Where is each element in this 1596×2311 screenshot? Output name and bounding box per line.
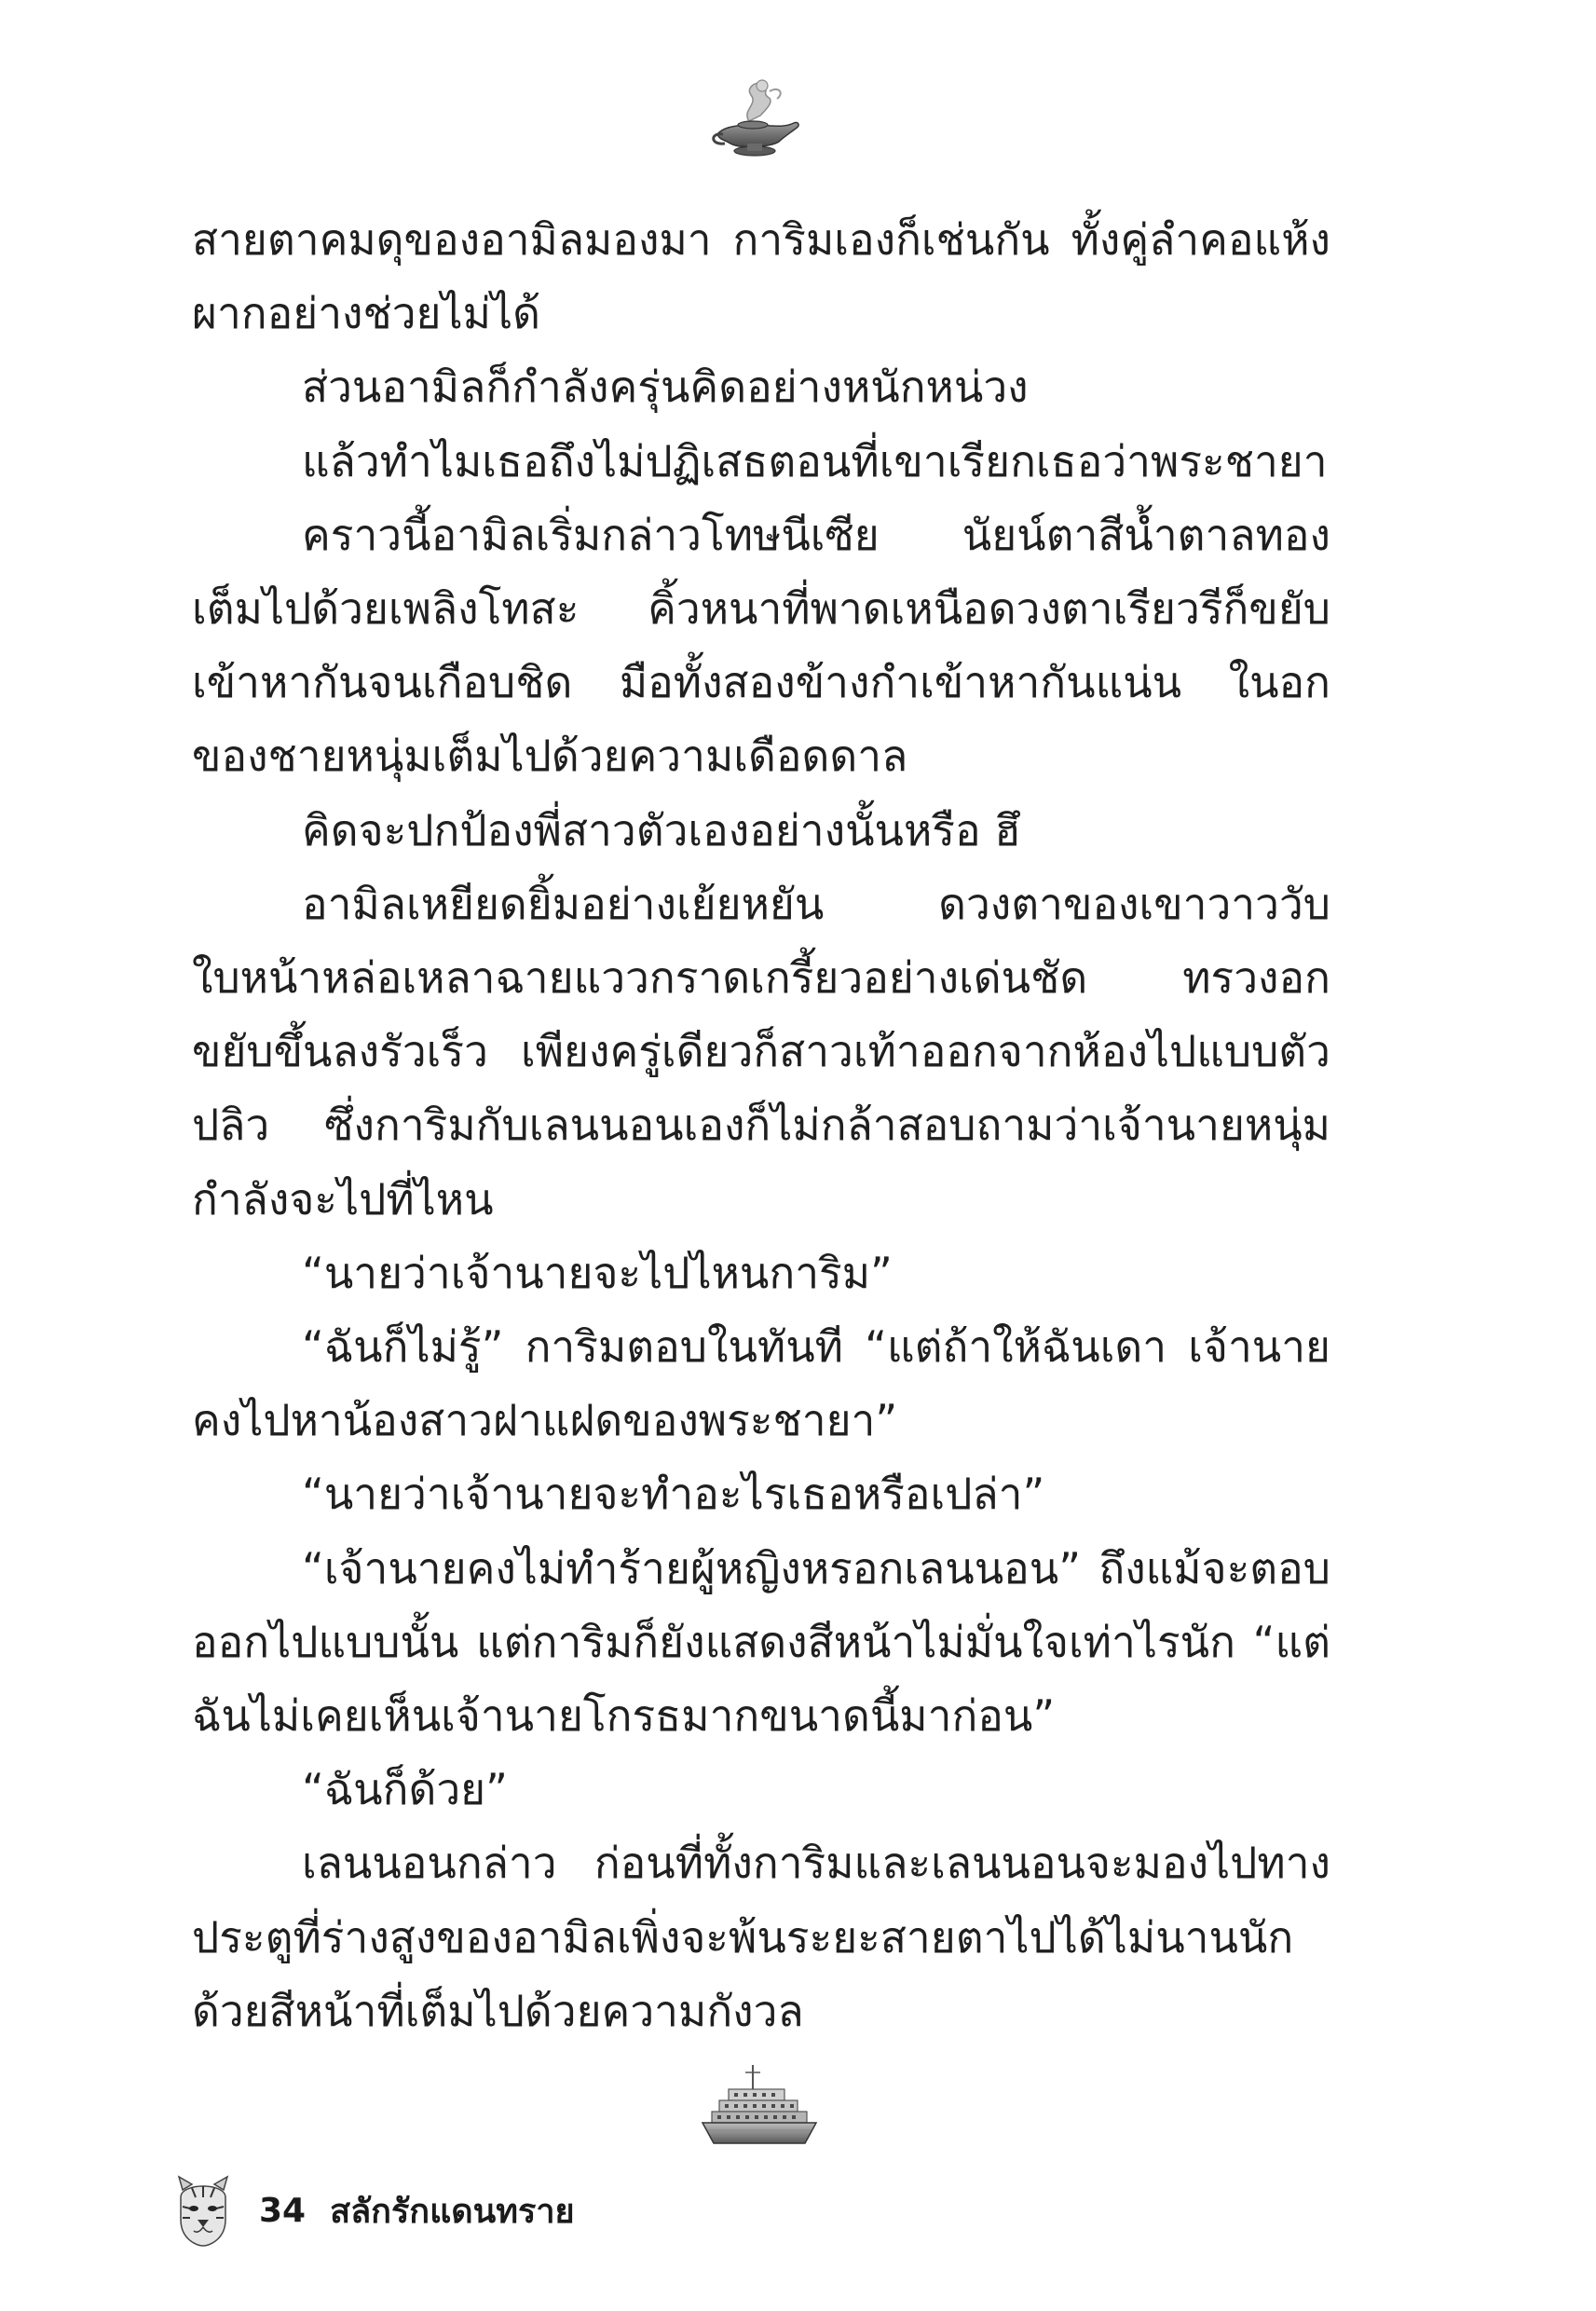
paragraph-3: แล้วทำไมเธอถึงไม่ปฏิเสธตอนที่เขาเรียกเธอว่าพระชายา (302, 435, 1328, 486)
ship-icon (701, 2061, 818, 2149)
body-text (192, 203, 1330, 2048)
paragraph-10: “เจ้านายคงไม่ทำร้ายผู้หญิงหรอกเลนนอน” ถึงแม้จะตอบออกไปแบบนั้น แต่การิมก็ยังแสดงสีหน้าไม่มั่นใจเท่าไรนัก “แต่ฉันไม่เคยเห็นเจ้านายโกรธมากขนาดนี้มาก่อน” (192, 1542, 1330, 1742)
paragraph-1: สายตาคมดุของอามิลมองมา การิมเองก็เช่นกัน ทั้งคู่ลำคอแห้งผากอย่างช่วยไม่ได้ (192, 214, 1330, 339)
paragraph-5: คิดจะปกป้องพี่สาวตัวเองอย่างนั้นหรือ ฮึ (302, 804, 1021, 855)
paragraph-4: คราวนี้อามิลเริ่มกล่าวโทษนีเซีย นัยน์ตาสีน้ำตาลทองเต็มไปด้วยเพลิงโทสะ คิ้วหนาที่พาดเหนือดวงตาเรียวรีก็ขยับเข้าหากันจนเกือบชิด มือทั้งสองข้างกำเข้าหากันแน่น ในอกของชายหนุ่มเต็มไปด้วยความเดือดดาล (192, 509, 1330, 782)
book-title: สลักรักแดนทราย (330, 2192, 575, 2231)
page-footer (173, 2171, 575, 2249)
genie-lamp-icon (704, 73, 805, 164)
paragraph-8: “ฉันก็ไม่รู้” การิมตอบในทันที “แต่ถ้าให้ฉันเดา เจ้านายคงไปหาน้องสาวฝาแฝดของพระชายา” (192, 1321, 1330, 1446)
page-number: 34 (259, 2191, 307, 2230)
paragraph-12: เลนนอนกล่าว ก่อนที่ทั้งการิมและเลนนอนจะมองไปทางประตูที่ร่างสูงของอามิลเพิ่งจะพ้นระยะสายตาไปได้ไม่นานนักด้วยสีหน้าที่เต็มไปด้วยความกังวล (192, 1838, 1330, 2036)
paragraph-11: “ฉันก็ด้วย” (302, 1764, 508, 1815)
paragraph-7: “นายว่าเจ้านายจะไปไหนการิม” (302, 1247, 893, 1298)
paragraph-6: อามิลเหยียดยิ้มอย่างเย้ยหยัน ดวงตาของเขาวาววับ ใบหน้าหล่อเหลาฉายแววกราดเกรี้ยวอย่างเด่นชัด ทรวงอกขยับขึ้นลงรัวเร็ว เพียงครู่เดียวก็สาวเท้าออกจากห้องไปแบบตัวปลิว ซึ่งการิมกับเลนนอนเองก็ไม่กล้าสอบถามว่าเจ้านายหนุ่มกำลังจะไปที่ไหน (192, 878, 1330, 1224)
paragraph-9: “นายว่าเจ้านายจะทำอะไรเธอหรือเปล่า” (302, 1469, 1045, 1520)
tiger-head-icon (173, 2173, 233, 2248)
paragraph-2: ส่วนอามิลก็กำลังครุ่นคิดอย่างหนักหน่วง (302, 362, 1029, 413)
